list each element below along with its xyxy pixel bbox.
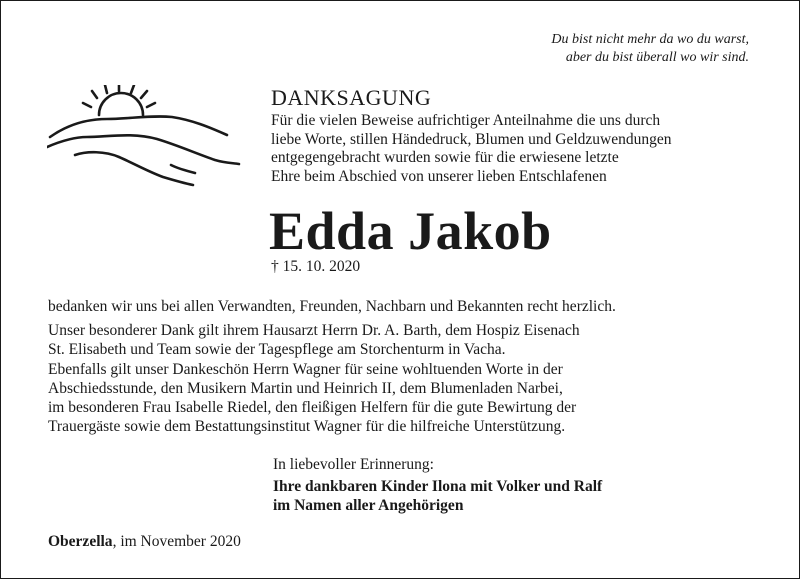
signer-line: Ihre dankbaren Kinder Ilona mit Volker und Ralf: [273, 478, 603, 495]
paragraph-line: St. Elisabeth und Team sowie der Tagespflege am Storchenturm in Vacha.: [48, 341, 506, 358]
date-text: , im November 2020: [112, 533, 241, 550]
intro-line: entgegengebracht wurden sowie für die erwiesene letzte: [271, 149, 619, 166]
motto-quote: [551, 31, 749, 67]
deceased-name: Edda Jakob: [269, 201, 552, 261]
motto-line-1: Du bist nicht mehr da wo du warst,: [551, 32, 749, 47]
signers-block: [273, 477, 602, 515]
death-date: † 15. 10. 2020: [271, 258, 361, 275]
motto-line-2: aber du bist überall wo wir sind.: [565, 50, 749, 65]
paragraph-line: im besonderen Frau Isabelle Riedel, den fleißigen Helfern für die gute Bewirtung der: [48, 399, 577, 416]
thanks-paragraph-1: [48, 297, 616, 316]
intro-line: Ehre beim Abschied von unserer lieben Entschlafenen: [271, 167, 607, 185]
thanks-paragraph-2: [48, 321, 580, 359]
thanks-paragraph-3: [48, 360, 576, 436]
remembrance-line: In liebevoller Erinnerung:: [273, 456, 434, 473]
intro-line: Für die vielen Beweise aufrichtiger Anteilnahme die uns durch: [271, 112, 661, 129]
paragraph-line: Ebenfalls gilt unser Dankeschön Herrn Wagner für seine wohltuenden Worte in der: [48, 361, 563, 378]
intro-line: liebe Worte, stillen Händedruck, Blumen und Geldzuwendungen: [271, 130, 672, 148]
paragraph-line: bedanken wir uns bei allen Verwandten, Freunden, Nachbarn und Bekannten recht herzlich.: [48, 298, 616, 315]
signer-line: im Namen aller Angehörigen: [273, 497, 464, 514]
paragraph-line: Unser besonderer Dank gilt ihrem Hausarzt Herrn Dr. A. Barth, dem Hospiz Eisenach: [48, 322, 580, 339]
paragraph-line: Abschiedsstunde, den Musikern Martin und Heinrich II, dem Blumenladen Narbei,: [48, 380, 563, 397]
sunrise-over-hills-icon: [47, 85, 247, 195]
place-and-date: [48, 533, 241, 551]
place-name: Oberzella: [48, 533, 113, 550]
heading-danksagung: DANKSAGUNG: [271, 85, 432, 110]
intro-text: [271, 112, 672, 186]
paragraph-line: Trauergäste sowie dem Bestattungsinstitut Wagner für die hilfreiche Unterstützung.: [48, 418, 566, 435]
